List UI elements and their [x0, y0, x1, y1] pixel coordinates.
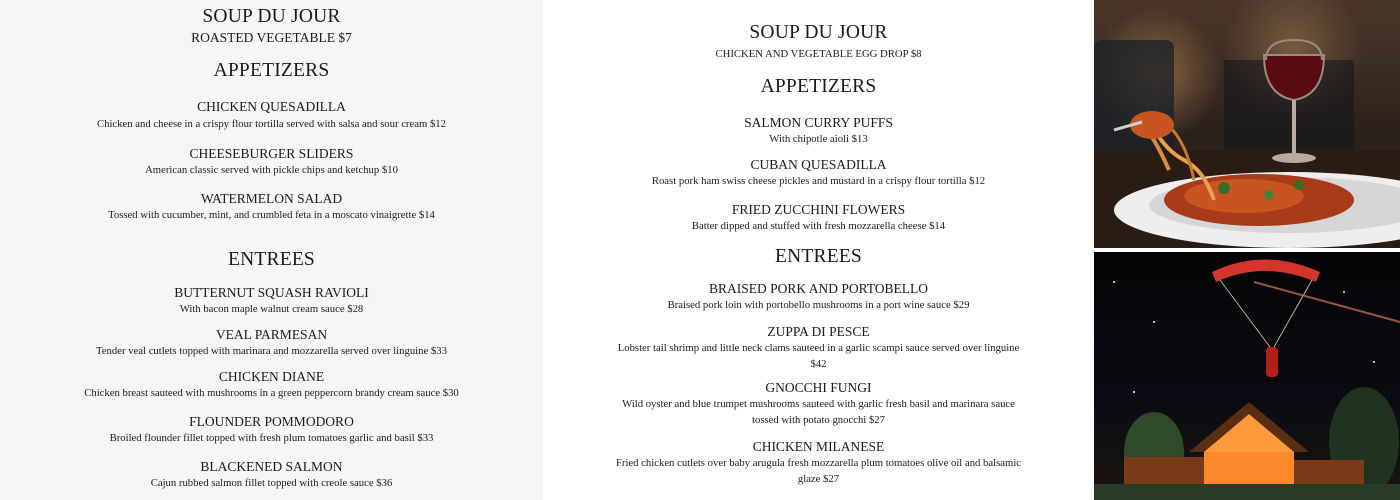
pasta-photo-illustration: [1094, 0, 1400, 248]
appetizer-name: CHICKEN QUESADILLA: [197, 99, 346, 114]
entree-name: BUTTERNUT SQUASH RAVIOLI: [174, 285, 369, 300]
entree-name: BLACKENED SALMON: [200, 459, 343, 474]
entree-description: Lobster tail shrimp and little neck clams sauteed in a garlic scampi sauce served over linguine $42: [617, 342, 1020, 370]
menu-right: [543, 0, 1094, 500]
appetizer-description: American classic served with pickle chips and ketchup $10: [145, 164, 398, 176]
entree-description: With bacon maple walnut cream sauce $28: [179, 303, 364, 315]
soup-item: CHICKEN AND VEGETABLE EGG DROP $8: [715, 48, 922, 60]
entree-name: CHICKEN DIANE: [218, 369, 325, 384]
entree-description: Wild oyster and blue trumpet mushrooms sauteed with garlic fresh basil and marinara sauce tossed with potato gnocchi $27: [622, 398, 1015, 426]
appetizer-description: Batter dipped and stuffed with fresh mozzarella cheese $14: [691, 220, 946, 232]
pasta-and-wine-photo: [1094, 0, 1400, 248]
night-photo-illustration: [1094, 252, 1400, 500]
entree-name: FLOUNDER POMMODORO: [189, 414, 354, 429]
appetizer-name: SALMON CURRY PUFFS: [744, 115, 893, 130]
entree-description: Braised pork loin with portobello mushrooms in a port wine sauce $29: [667, 299, 970, 311]
entree-description: Fried chicken cutlets over baby arugula fresh mozzarella plum tomatoes olive oil and balsamic glaze $27: [615, 457, 1022, 485]
entree-name: GNOCCHI FUNGI: [765, 380, 872, 395]
appetizers-heading: APPETIZERS: [760, 76, 877, 97]
appetizer-description: Chicken and cheese in a crispy flour tortilla served with salsa and sour cream $12: [96, 118, 446, 130]
entree-name: BRAISED PORK AND PORTOBELLO: [708, 281, 929, 296]
appetizer-description: Tossed with cucumber, mint, and crumbled feta in a moscato vinaigrette $14: [108, 209, 435, 221]
soup-item: ROASTED VEGETABLE $7: [191, 30, 352, 45]
soup-heading: SOUP DU JOUR: [749, 22, 888, 43]
entree-description: Broiled flounder fillet topped with fresh plum tomatoes garlic and basil $33: [109, 432, 434, 444]
entrees-heading: ENTREES: [228, 249, 315, 270]
entree-description: Cajun rubbed salmon fillet topped with creole sauce $36: [150, 477, 393, 489]
entree-name: ZUPPA DI PESCE: [767, 324, 870, 339]
entree-name: VEAL PARMESAN: [215, 327, 328, 342]
entrees-heading: ENTREES: [775, 246, 862, 267]
entree-name: CHICKEN MILANESE: [752, 439, 885, 454]
appetizer-name: WATERMELON SALAD: [200, 191, 343, 206]
appetizer-description: With chipotle aioli $13: [769, 133, 868, 145]
menu-left: [0, 0, 543, 500]
soup-heading: SOUP DU JOUR: [202, 6, 341, 27]
appetizer-name: CHEESEBURGER SLIDERS: [189, 146, 354, 161]
appetizer-name: FRIED ZUCCHINI FLOWERS: [731, 202, 906, 217]
entree-description: Chicken breast sauteed with mushrooms in a green peppercorn brandy cream sauce $30: [84, 387, 459, 399]
appetizer-description: Roast pork ham swiss cheese pickles and mustard in a crispy flour tortilla $12: [651, 175, 986, 187]
entree-description: Tender veal cutlets topped with marinara and mozzarella served over linguine $33: [96, 345, 447, 357]
night-lodge-parachute-photo: [1094, 252, 1400, 500]
appetizer-name: CUBAN QUESADILLA: [750, 157, 887, 172]
appetizers-heading: APPETIZERS: [213, 60, 330, 81]
